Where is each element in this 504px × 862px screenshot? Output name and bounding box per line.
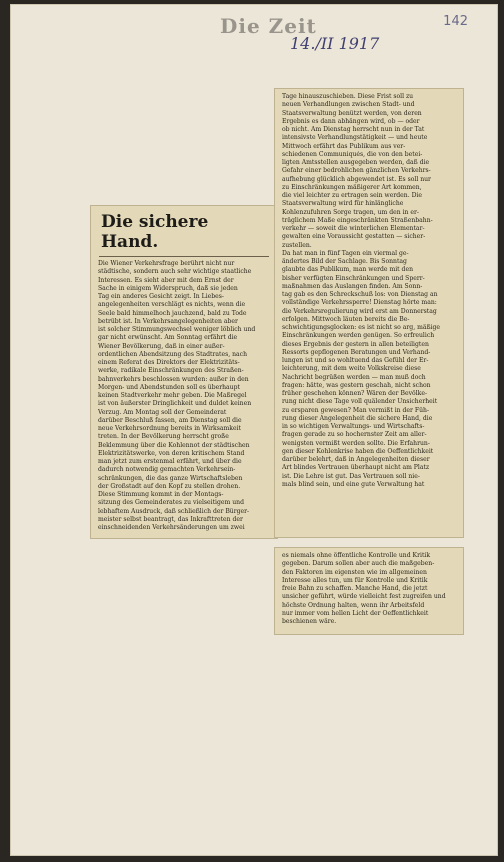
- text-line: Beklemmung über die Kohlennot der städtischen: [98, 441, 250, 449]
- text-line: Staatsverwaltung wird für hinlängliche: [282, 200, 404, 208]
- clipping-left-column: [90, 205, 278, 539]
- text-line: den Faktoren im eigensten wie im allgemeinen: [282, 568, 427, 576]
- masthead: Die Zeit: [220, 14, 317, 38]
- text-line: bahnverkehrs beschlossen wurden: außer in den: [98, 375, 249, 383]
- text-line: Die Wiener Verkehrsfrage berührt nicht nur: [98, 260, 235, 267]
- text-line: sitzung des Gemeinderates zu vielseitigem und: [98, 499, 244, 507]
- text-line: neue Verkehrsordnung bereits in Wirksamkeit: [98, 425, 241, 432]
- text-line: keinen Stadtverkehr mehr geben. Die Maßregel: [98, 392, 247, 399]
- text-line: gegeben. Darum sollen aber auch die maßgeben-: [282, 560, 435, 568]
- text-line: höchste Ordnung halten, wenn ihr Arbeitsfeld: [282, 601, 425, 609]
- text-line: Art blindes Vertrauen überhaupt nicht am Platz: [282, 464, 430, 472]
- text-line: Einschränkungen werden genügen. So erfreulich: [282, 332, 435, 340]
- text-line: Nachricht begrüßen werden — man muß doch: [282, 373, 426, 381]
- text-line: gewalten eine Voraussicht gestatten — sicher-: [282, 233, 426, 241]
- text-line: Wiener Bevölkerung, daß in einer außer-: [98, 342, 225, 350]
- text-line: fragen gerade zu so hochernster Zeit am aller-: [282, 431, 427, 439]
- text-line: in so wichtigen Verwaltungs- und Wirtschafts-: [282, 423, 425, 430]
- text-line: werke, radikale Einschränkungen des Straßen-: [98, 367, 244, 375]
- text-line: erfolgen. Mittwoch läuten bereits die Be-: [282, 315, 410, 323]
- text-line: es niemals ohne öffentliche Kontrolle und Kritik: [282, 552, 431, 559]
- text-line: Da hat man in fünf Tagen ein viermal ge-: [282, 249, 409, 257]
- text-line: der Großstadt auf den Kopf zu stellen drohen.: [98, 482, 241, 490]
- text-line: Ergebnis es dann abhängen wird, ob — oder: [282, 117, 420, 125]
- text-line: einschneidenden Verkehrsänderungen um zwei: [98, 524, 245, 531]
- text-line: lungen ist und so wohltuend das Gefühl der Er-: [282, 357, 429, 364]
- text-line: man jetzt zum erstenmal erfährt, und über die: [98, 458, 242, 465]
- text-line: die viel leichter zu ertragen sein werden. Die: [282, 192, 423, 199]
- text-line: tag gab es den Schreckschuß los: von Dienstag an: [282, 291, 438, 298]
- text-line: rung dieser Angelegenheit die sichere Hand, die: [282, 414, 433, 422]
- text-line: intensivste Verhandlungstätigkeit — und heute: [282, 134, 428, 142]
- text-line: ob nicht. Am Dienstag herrscht nun in der Tat: [282, 126, 425, 133]
- text-line: dadurch notwendig gemachten Verkehrsein-: [98, 466, 236, 474]
- text-line: ligten Amtsstellen ausgegeben werden, daß die: [282, 159, 430, 166]
- text-line: gar nicht erwünscht. Am Sonntag erfährt die: [98, 334, 238, 342]
- text-line: Sache in einigem Widerspruch, daß sie jeden: [98, 284, 238, 292]
- article-column-b: [282, 89, 458, 489]
- article-column-a: [98, 260, 272, 532]
- text-line: wenigsten vermißt werden sollte. Die Erfahrun-: [282, 439, 430, 447]
- text-line: treten. In der Bevölkerung herrscht große: [98, 433, 229, 441]
- archive-number: 142: [443, 14, 468, 29]
- text-line: Mittwoch erfährt das Publikum aus ver-: [282, 142, 406, 150]
- text-line: schiedenen Communiqués, die von den betei-: [282, 150, 423, 158]
- handwritten-date: 14./II 1917: [290, 34, 380, 53]
- text-line: beschienen wäre.: [282, 618, 337, 625]
- text-line: Tag ein anderes Gesicht zeigt. In Liebes-: [98, 293, 224, 300]
- text-line: Interesse alles tun, um für Kontrolle und Kritik: [282, 576, 428, 584]
- text-line: gen dieser Kohlenkrise haben die Oeffentlichkeit: [282, 447, 434, 455]
- text-line: neuen Verhandlungen zwischen Stadt- und: [282, 101, 415, 109]
- text-line: mals blind sein, und eine gute Verwaltung hat: [282, 480, 425, 488]
- text-line: fragen: hätte, was gestern geschah, nicht schon: [282, 381, 431, 389]
- text-line: darüber Beschluß fassen, am Dienstag soll die: [98, 416, 242, 424]
- text-line: ist solcher Stimmungswechsel weniger löblich und: [98, 326, 256, 333]
- text-line: rung nicht diese Tage voll quälender Unsicherheit: [282, 398, 438, 406]
- text-line: ist von äußerster Dringlichkeit und duldet keinen: [98, 400, 252, 408]
- text-line: die Verkehrsregulierung wird erst am Donnerstag: [282, 307, 437, 315]
- text-line: freie Bahn zu schaffen. Manche Hand, die jetzt: [282, 585, 428, 592]
- text-line: zustellen.: [282, 241, 312, 249]
- text-line: Kohlenzufuhren Sorge tragen, um den in er-: [282, 208, 419, 216]
- text-line: städtische, sondern auch sehr wichtige staatliche: [98, 268, 252, 276]
- title-rule: [99, 256, 269, 257]
- article-title: Die sichere Hand.: [101, 212, 209, 252]
- text-line: Interessen. Es sieht aber mit dem Ernst der: [98, 276, 234, 284]
- text-line: unsicher geführt, würde vielleicht fest zugreifen und: [282, 593, 446, 601]
- text-line: glaubte das Publikum, man werde mit den: [282, 266, 413, 274]
- clipping-continuation: [274, 547, 464, 635]
- text-line: zu ersparen gewesen? Man vermißt in der Füh-: [282, 406, 430, 414]
- text-line: schränkungen, die das ganze Wirtschaftsleben: [98, 474, 243, 482]
- text-line: Seele bald himmelhoch jauchzend, bald zu Tode: [98, 309, 247, 317]
- text-line: Gefahr einer bedrohlichen gänzlichen Verkehrs-: [282, 167, 431, 175]
- text-line: verkehr — soweit die winterlichen Elementar-: [282, 225, 425, 232]
- text-line: meister selbst beantragt, das Inkrafttreten der: [98, 515, 243, 523]
- text-line: Elektrizitätswerke, von deren kritischem Stand: [98, 449, 245, 457]
- text-line: nur immer vom hellen Licht der Oeffentlichkeit: [282, 609, 429, 617]
- text-line: ändertes Bild der Sachlage. Bis Sonntag: [282, 258, 407, 265]
- text-line: angelegenheiten verschlägt es nichts, wenn die: [98, 301, 246, 309]
- text-line: früher geschehen können? Wären der Bevölke-: [282, 390, 427, 397]
- text-line: Staatsverwaltung benützt werden, von deren: [282, 109, 422, 117]
- text-line: Tage hinauszuschieben. Diese Frist soll zu: [282, 93, 414, 100]
- text-line: schwichtigungsglocken: es ist nicht so arg, mäßige: [282, 324, 441, 331]
- text-line: Verzug. Am Montag soll der Gemeinderat: [98, 408, 227, 416]
- text-line: leichterung, mit dem weite Volkskreise diese: [282, 365, 421, 373]
- text-line: bisher verfügten Einschränkungen und Sperr-: [282, 274, 425, 282]
- text-line: ordentlichen Abendsitzung des Stadtrates, nach: [98, 350, 247, 358]
- text-line: träglichem Maße eingeschränkten Straßenbahn-: [282, 216, 433, 224]
- text-line: Diese Stimmung kommt in der Montags-: [98, 491, 224, 498]
- text-line: zu Einschränkungen mäßigerer Art kommen,: [282, 183, 422, 191]
- text-line: darüber belehrt, daß in Angelegenheiten dieser: [282, 456, 430, 463]
- text-line: maßnahmen das Auslangen finden. Am Sonn-: [282, 282, 423, 290]
- clipping-right-column: [274, 88, 464, 538]
- text-line: Morgen- und Abendstunden soll es überhaupt: [98, 383, 240, 391]
- text-line: aufhebung glücklich abgewendet ist. Es soll nur: [282, 175, 431, 183]
- text-line: vollständige Verkehrssperre! Dienstag hörte man:: [282, 299, 437, 307]
- text-line: Ressorts gepflogenen Beratungen und Verhand-: [282, 348, 431, 356]
- text-line: lebhaftem Ausdruck, daß schließlich der Bürger-: [98, 507, 250, 515]
- text-line: dieses Ergebnis der gestern in allen beteiligten: [282, 340, 429, 348]
- text-line: einem Referat des Direktors der Elektrizitäts-: [98, 359, 240, 366]
- text-line: betrübt ist. In Verkehrsangelegenheiten aber: [98, 317, 238, 325]
- article-column-c: [282, 548, 458, 626]
- text-line: ist. Die Lehre ist gut. Das Vertrauen soll nie-: [282, 472, 420, 480]
